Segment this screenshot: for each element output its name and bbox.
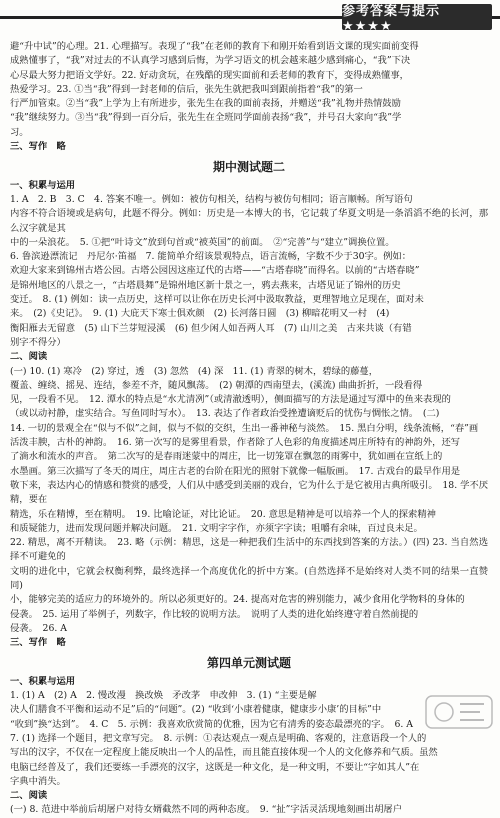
sec1-accum-line: 别字不得分） [10,336,66,348]
sec1-reading-line: (一) 10. (1) 寒冷 (2) 穿过，透 (3) 忽然 (4) 深 11. (1) 青翠的树木，碧绿的藤蔓， [10,365,379,377]
sec1-accum-line: 衡阳雁去无留意 (5) 山下兰芽短浸溪 (6) 但少闲人如吾两人耳 (7) 山川之美 古来共谈（有错 [10,322,412,334]
section-title-unit4: 第四单元测试题 [206,656,291,671]
sec2-accum-line: 1. (1) A (2) A 2. 慢改漫 换改焕 矛改茅 申改伸 3. (1) “主要是解 [10,690,317,702]
sec2-sub2: 二、阅读 [10,790,48,802]
watermark-logo [424,692,494,732]
sec1-reading-line: 侵袭。 26. A [10,622,67,634]
sec1-reading-line: 和质疑能力，进而发现问题并解决问题。 21. 文明字字作，亦须字字读；咀嚼有余味，百过良未足。 [10,522,423,534]
page-header [0,0,500,36]
sec1-reading-line: 侵袭。 25. 运用了举例子，列数字，作比较的说明方法。 说明了人类的进化始终遵守着自然前提的 [10,608,419,620]
sec1-accum-line: 1. A 2. B 3. C 4. 答案不唯一。例如：被仿句相关，结构与被仿句相同；语言顺畅。所写语句 [10,193,413,205]
intro-line: “我”继续努力。③当“我”得到一百分后，张先生在全班同学面前表扬“我”，并号召大家向“我”学 [10,112,402,124]
sec1-accum-line: 中的一朵浪花。 5. ①把“叶诗文”放到句首或“被英国”的前面。 ②“完善”与“建立”调换位置。 [10,236,395,248]
sec1-accum-line: 内容不符合语境或是病句，此题不得分。例如：历史是一本博大的书，它记载了华夏文明是一条滔滔不绝的长河，那么汉字就是其 [10,208,488,234]
sec1-block2 [10,365,488,637]
intro-line: 成熟懂事了，“我”对过去的不认真学习感到后悔，为学习语文的机会越来越少感到痛心，“我”下决 [10,55,411,67]
sec2-accum-line: 字典中消失。 [10,775,66,787]
sec1-sub1: 一、积累与运用 [10,179,76,191]
sec1-sub2: 二、阅读 [10,351,48,363]
sec1-reading-line: 敬下来，表达内心的情感和赞赏的感受，人们从中感受到美丽的戏台，它为什么于是它被用古典所吸引。 18. 学不厌精，要在 [10,479,488,506]
sec1-accum-line: 欢迎大家来到锦州古塔公园。古塔公园因这座辽代的古塔——“古塔春晓”而得名。以前的“古塔春晓” [10,265,420,277]
intro-writing: 三、写作 略 [10,141,66,153]
sec1-accum-line: 6. 鲁滨逊漂流记 丹尼尔·笛福 7. 能简单介绍该景观特点，语言流畅，字数不少于30字。例如： [10,251,412,263]
sec1-accum-line: 来。 (2)《史记》。 9. (1) 大庇天下寒士俱欢颜 (2) 长河落日圆 (3) 柳暗花明又一村 (4) [10,308,390,320]
sec1-accum-line: 是锦州地区的八景之一，“古塔晨舞”是锦州地区新十景之一，鸦去燕来，古塔见证了锦州的历史 [10,279,401,291]
sec2-accum-line: “收到”换“达到”。 4. C 5. 示例：我喜欢欣赏简的优雅，因为它有清秀的姿态最漂亮的字。 6. A [10,718,413,730]
page-content [10,40,488,816]
intro-line: 习。 [10,126,29,138]
sec1-reading-line: 了滴水和流水的声音。 第二次写的是春雨迷蒙中的周庄，比一切笼罩在飘忽的雨雾中，犹如画在宣纸上的 [10,451,443,463]
sec1-reading-line: （或以动衬静，虚实结合。写鱼同时写水）。 13. 表达了作者政治受挫遭谪贬后的忧伤与惆怅之情。 (二) [10,408,440,420]
sec1-reading-line: 见，一段看不见。 12. 潭水的特点是“水尤清冽”（或清澈透明），侧面描写的方法是通过写潭中的鱼来表现的 [10,394,451,406]
sec1-reading-line: 14. 一切的景观全在“似与不似”之间，似与不似的交织，生出一番神秘与淡然。 15. 黑白分明，线条流畅，“春”画 [10,422,479,434]
sec1-sub3: 三、写作 略 [10,637,66,649]
sec1-reading-line: 水墨画。第三次描写了冬天的周庄，周庄古老的台阶在阳光的照射下就像一幅版画。 17. 古戏台的最早作用是 [10,465,461,477]
sec1-accum-line: 变迁。 8. (1) 例如：读一点历史，这样可以让你在历史长河中汲取教益，更理智地立足现在，面对未 [10,294,424,306]
sec2-sub1: 一、积累与运用 [10,675,76,687]
sec2-block2 [10,803,488,817]
sec1-reading-line: 小，能够完美的适应力的环境外的。所以必须更好的。24. 提高对危害的辨别能力，减少食用化学物料的身体的 [10,594,465,606]
intro-line: 避“升中试”的心理。21. 心理描写。表现了“我”在老师的教育下和刚开始看到语文课的现实面前变得 [10,41,419,52]
intro-line: 热爱学习。23. ①当“我”得到一封老师的信后，张先生就把我叫到跟前指着“我”的第一 [10,83,363,95]
sec1-reading-line: 22. 精思，离不开精读。 23. 略（示例：精思，这是一种把我们生活中的东西找到答案的方法。）(四) 23. 当自然选择不可避免的 [10,537,488,563]
intro-line: 行严加管束。②当“我”上学为上有所进步，张先生在我的面前表扬，并赠送“我”礼物并热情鼓励 [10,98,401,110]
sec1-reading-line: 文明的进化中，它就会权衡利弊，最终选择一个高度优化的折中方案。(自然选择不是始终对人类不同的结果一直赞同) [10,565,488,591]
header-tab: 参考答案与提示 ★★★★ [342,4,492,30]
sec1-block1 [10,193,488,350]
sec1-reading-line: 精选，乐在精博，至在精明。 19. 比喻论证，对比论证。 20. 意思是精神是可以培养一个人的探索精神 [10,508,436,520]
intro-line: 心尽最大努力把语文学好。22. 好动贪玩，在残酷的现实面前和丢老师的教育下，变得成熟懂事， [10,69,409,81]
sec2-accum-line: 7. (1) 选择一个题目，把文章写完。 8. 示例：①表达观点一观点是明确、客观的，注意语段一个人的 [10,732,427,744]
intro-block [10,40,488,140]
sec2-accum-line: 写出的汉字，不仅在一定程度上能反映出一个人的品性，而且能直接体现一个人的文化修养和气质。虽然 [10,747,438,759]
sec2-block1 [10,689,488,789]
sec2-accum-line: 电脑已经普及了，我们还要练一手漂亮的汉字，这既是一种文化，是一种文明，不要让“字如其人”在 [10,761,420,773]
sec2-accum-line: 决人们膳食不平衡和运动不足”后的“问题”。(2) “收到‘小康着健康，健康步小康’的目标”中 [10,704,382,716]
sec1-reading-line: 覆盖、缠绕、摇晃、连结，参差不齐，随风飘荡。 (2) 朝潭的西南望去，(溪流) 曲曲折折，一段看得 [10,379,423,391]
sec2-reading-line: (一) 8. 范进中举前后胡屠户对待女婿截然不同的两种态度。 9. “扯”字活灵活现地刻画出胡屠户 [10,804,402,816]
sec1-reading-line: 活泼丰腴，古朴的神韵。 16. 第一次写的是雾里看景，作者除了人色彩的角度描述周庄所特有的神韵外，还写 [10,437,461,449]
section-title-midterm: 期中测试题二 [212,160,285,175]
